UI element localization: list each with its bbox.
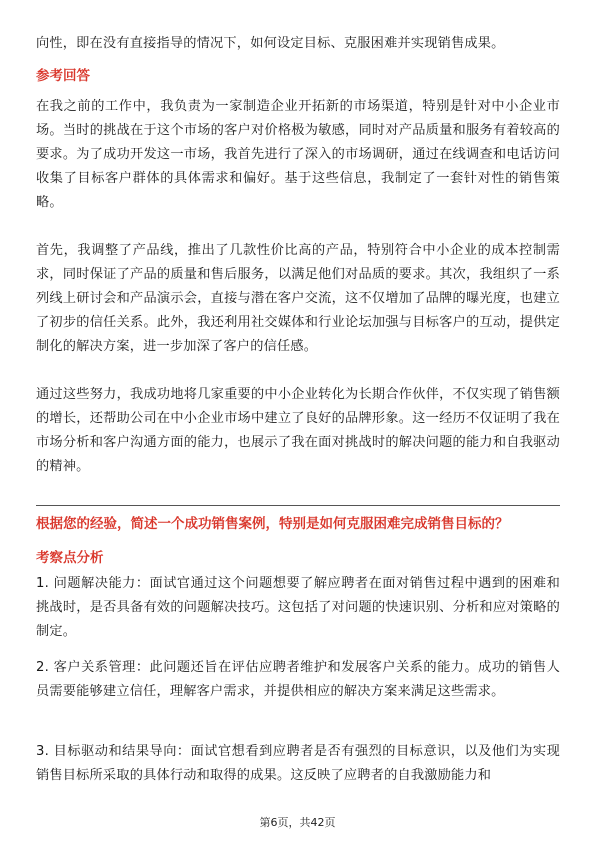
- analysis-heading: 考察点分析: [36, 550, 104, 566]
- intro-tail-text: 向性，即在没有直接指导的情况下，如何设定目标、克服困难并实现销售成果。: [36, 36, 505, 51]
- analysis-item-3: 3. 目标驱动和结果导向：面试官想看到应聘者是否有强烈的目标意识，以及他们为实现销售目标所采取的具体行动和取得的成果。这反映了应聘者的自我激励能力和: [36, 744, 560, 783]
- answer-paragraph-1: 在我之前的工作中，我负责为一家制造企业开拓新的市场渠道，特别是针对中小企业市场。当时的挑战在于这个市场的客户对价格极为敏感，同时对产品质量和服务有着较高的要求。为了成功开发这一市场，我首先进行了深入的市场调研，通过在线调查和电话访问收集了目标客户群体的具体需求和偏好。基于这些信息，我制定了一套针对性的销售策略。: [36, 99, 560, 210]
- analysis-item-1: 1. 问题解决能力：面试官通过这个问题想要了解应聘者在面对销售过程中遇到的困难和挑战时，是否具备有效的问题解决技巧。这包括了对问题的快速识别、分析和应对策略的制定。: [36, 576, 560, 639]
- answer-paragraph-3: 通过这些努力，我成功地将几家重要的中小企业转化为长期合作伙伴，不仅实现了销售额的增长，还帮助公司在中小企业市场中建立了良好的品牌形象。这一经历不仅证明了我在市场分析和客户沟通方面的能力，也展示了我在面对挑战时的解决问题的能力和自我驱动的精神。: [36, 387, 560, 474]
- answer-heading: 参考回答: [36, 68, 90, 84]
- page-number-footer: 第6页，共42页: [259, 816, 336, 829]
- answer-paragraph-2: 首先，我调整了产品线，推出了几款性价比高的产品，特别符合中小企业的成本控制需求，同时保证了产品的质量和售后服务，以满足他们对品质的要求。其次，我组织了一系列线上研讨会和产品演示会，直接与潜在客户交流，这不仅增加了品牌的曝光度，也建立了初步的信任关系。此外，我还利用社交媒体和行业论坛加强与目标客户的互动，提供定制化的解决方案，进一步加深了客户的信任感。: [36, 243, 560, 354]
- analysis-item-2: 2. 客户关系管理：此问题还旨在评估应聘者维护和发展客户关系的能力。成功的销售人员需要能够建立信任，理解客户需求，并提供相应的解决方案来满足这些需求。: [36, 660, 560, 699]
- question-title: 根据您的经验，简述一个成功销售案例，特别是如何克服困难完成销售目标的？: [36, 516, 509, 532]
- section-divider: [36, 505, 560, 506]
